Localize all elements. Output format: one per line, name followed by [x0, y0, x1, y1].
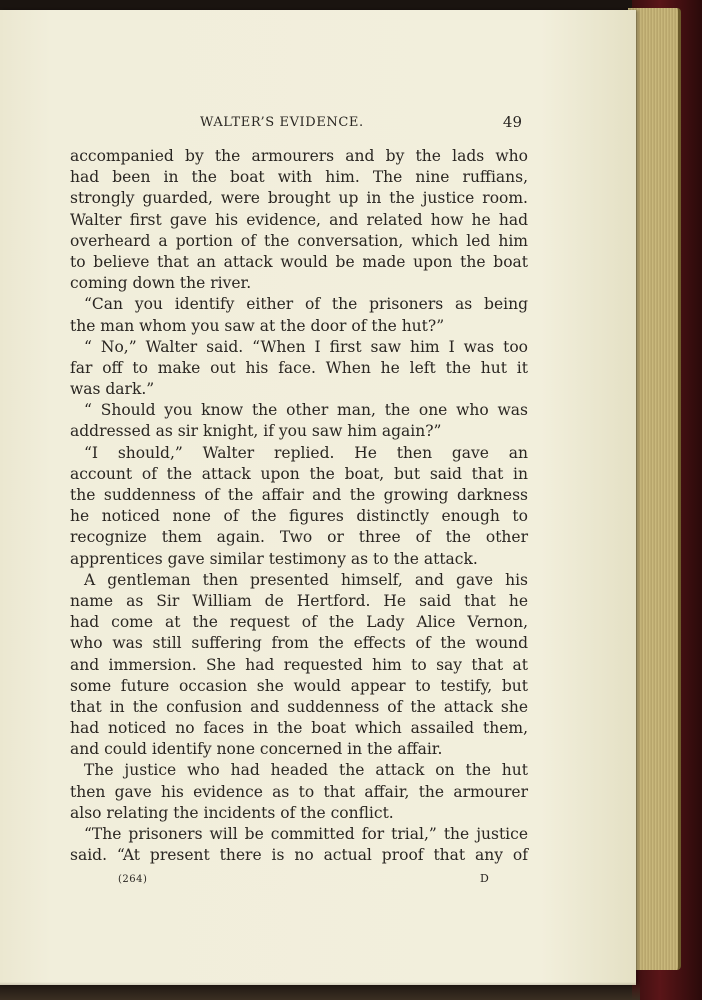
text-line: had been in the boat with him. The nine ruffians,	[70, 168, 528, 187]
text-line: “I should,” Walter replied. He then gave an	[84, 443, 528, 462]
text-line: far off to make out his face. When he left the hut it	[70, 358, 528, 377]
running-head	[70, 113, 530, 135]
text-line: to believe that an attack would be made upon the boat	[70, 252, 528, 271]
text-line: A gentleman then presented himself, and gave his	[84, 570, 528, 589]
text-line: and immersion. She had requested him to say that at	[70, 655, 528, 674]
body-text	[70, 146, 528, 866]
text-line: was dark.”	[70, 380, 155, 399]
text-line: and could identify none concerned in the affair.	[70, 740, 443, 759]
text-line: strongly guarded, were brought up in the justice room.	[70, 189, 528, 208]
text-line: name as Sir William de Hertford. He said that he	[70, 591, 528, 610]
text-line: accompanied by the armourers and by the lads who	[70, 147, 528, 165]
text-line: then gave his evidence as to that affair, the armourer	[70, 782, 528, 801]
text-line: “ Should you know the other man, the one who was	[84, 401, 528, 420]
text-line: apprentices gave similar testimony as to the attack.	[70, 549, 478, 568]
text-line: the man whom you saw at the door of the hut?”	[70, 316, 445, 335]
page-bottom-shadow	[0, 982, 640, 1000]
text-line: Walter first gave his evidence, and related how he had	[70, 210, 528, 229]
text-line: account of the attack upon the boat, but said that in	[70, 464, 528, 483]
text-line: who was still suffering from the effects of the wound	[70, 634, 528, 653]
text-line: the suddenness of the affair and the growing darkness	[70, 486, 528, 504]
text-line: he noticed none of the figures distinctly enough to	[70, 507, 528, 526]
page-number: 49	[502, 113, 522, 131]
text-line: said. “At present there is no actual proof that any of	[70, 846, 528, 865]
text-line: “ No,” Walter said. “When I first saw him I was too	[84, 337, 528, 356]
text-line: addressed as sir knight, if you saw him again?”	[70, 422, 442, 441]
text-line: coming down the river.	[70, 274, 252, 293]
text-line: “The prisoners will be committed for trial,” the justice	[84, 825, 528, 843]
text-line: that in the confusion and suddenness of the attack she	[70, 697, 528, 716]
text-line: had noticed no faces in the boat which assailed them,	[70, 719, 528, 738]
text-line: some future occasion she would appear to testify, but	[70, 676, 528, 695]
text-line: recognize them again. Two or three of the other	[70, 528, 528, 547]
gathering-mark: D	[480, 872, 489, 885]
chapter-running-title: WALTER’S EVIDENCE.	[200, 115, 364, 130]
book-page	[0, 10, 636, 985]
text-line: had come at the request of the Lady Alice Vernon,	[70, 613, 528, 632]
printer-signature: (264)	[118, 874, 148, 885]
text-line: The justice who had headed the attack on the hut	[84, 761, 528, 780]
text-line: overheard a portion of the conversation, which led him	[70, 231, 528, 250]
text-line: also relating the incidents of the conflict.	[70, 803, 394, 822]
text-line: “Can you identify either of the prisoners as being	[84, 295, 528, 314]
